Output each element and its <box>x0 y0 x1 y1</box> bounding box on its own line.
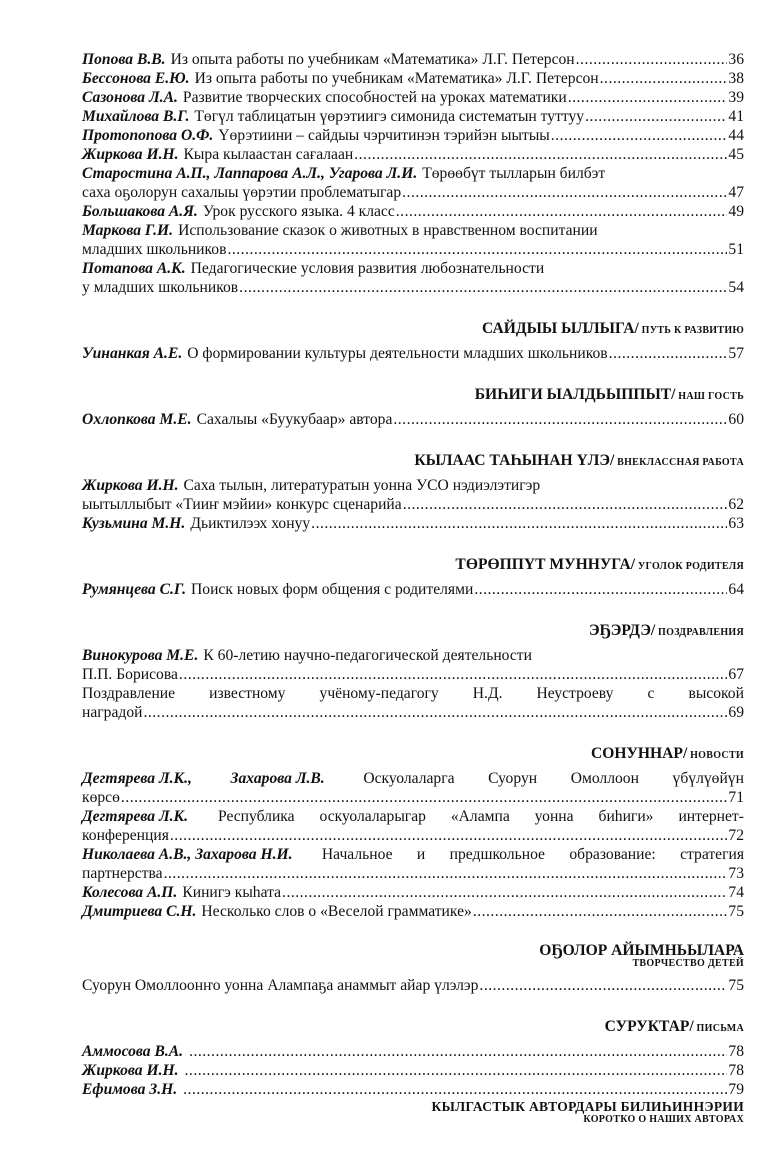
entry-word: высокой <box>688 685 744 702</box>
section-heading-sakha: СОНУННАР/ <box>590 745 688 762</box>
entry-title: Суорун Омоллоонҥо уонна Алампаҕа анаммыт айар үлэлэр <box>82 977 479 994</box>
entry-page: 39 <box>728 89 744 106</box>
toc-entry <box>82 646 744 684</box>
entry-title-cont: младших школьников <box>82 241 227 258</box>
entry-title: Поиск новых форм общения с родителями <box>191 581 474 598</box>
entry-author: Дегтярева Л.К., <box>82 770 192 787</box>
toc-entry <box>82 883 744 902</box>
table-of-contents <box>82 50 744 1126</box>
section-heading <box>82 622 744 642</box>
entry-title: Үөрэтиини – сайдыы чэрчитинэн тэрийэн ыытыы <box>218 127 550 144</box>
entry-page: 67 <box>728 666 744 683</box>
entry-title: О формировании культуры деятельности младших школьников <box>187 345 608 362</box>
entry-page: 73 <box>728 865 744 882</box>
section-heading <box>82 452 744 472</box>
entry-title-cont: конференция <box>82 827 169 844</box>
section-heading-ru: УГОЛОК РОДИТЕЛЯ <box>635 561 744 572</box>
toc-entry <box>82 50 744 69</box>
section-heading <box>82 745 744 765</box>
entry-author: Кузьмина М.Н. <box>82 515 186 532</box>
entry-page: 60 <box>728 411 744 428</box>
entry-author: Большакова А.Я. <box>82 203 198 220</box>
entry-page: 49 <box>728 203 744 220</box>
entry-word: үбүлүөйүн <box>672 770 744 787</box>
toc-entry <box>82 1080 744 1099</box>
toc-entry <box>82 769 744 807</box>
entry-page: 41 <box>728 108 744 125</box>
entry-word: Начальное <box>321 846 393 863</box>
toc-entry <box>82 845 744 883</box>
entry-author: Жиркова И.Н. <box>82 477 179 494</box>
section-heading-sakha: САЙДЫЫ ЫЛЛЫГА/ <box>482 320 639 337</box>
entry-word: учёному-педагогу <box>319 685 439 702</box>
entry-word: и <box>416 846 426 863</box>
section-heading-ru: ПОЗДРАВЛЕНИЯ <box>655 627 744 638</box>
entry-title: Саха тылын, литературатын уонна УСО нэдиэлэтигэр <box>183 477 541 494</box>
entry-page: 75 <box>728 903 744 920</box>
entry-page: 78 <box>728 1043 744 1060</box>
entry-author: Николаева А.В., Захарова Н.И. <box>82 846 293 863</box>
entry-author: Михайлова В.Г. <box>82 108 190 125</box>
toc-entry <box>82 684 744 722</box>
section-heading-ru: ПИСЬМА <box>693 1023 744 1034</box>
toc-entry <box>82 580 744 599</box>
entry-word: Н.Д. <box>472 685 503 702</box>
entry-title: К 60-летию научно-педагогической деятельности <box>203 647 532 664</box>
entry-author: Охлопкова М.Е. <box>82 411 192 428</box>
section-heading-sakha: ЭҔЭРДЭ/ <box>588 622 656 639</box>
toc-entry <box>82 107 744 126</box>
entry-word: образование: <box>569 846 656 863</box>
toc-entry <box>82 476 744 514</box>
section-heading-sakha: ОҔОЛОР АЙЫМНЬЫЛАРА <box>539 942 744 959</box>
entry-word: Суорун <box>488 770 538 787</box>
footer-heading-ru: КОРОТКО О НАШИХ АВТОРАХ <box>583 1114 744 1125</box>
entry-page: 36 <box>728 51 744 68</box>
entry-title-cont: наградой <box>82 704 143 721</box>
entry-word: предшкольное <box>449 846 545 863</box>
section-heading-ru: ТВОРЧЕСТВО ДЕТЕЙ <box>632 958 744 969</box>
toc-entry <box>82 807 744 845</box>
toc-entry <box>82 1042 744 1061</box>
entry-page: 79 <box>728 1081 744 1098</box>
entry-word: известному <box>209 685 286 702</box>
entry-title: Кинигэ кыһата <box>182 884 282 901</box>
toc-entry <box>82 410 744 429</box>
section-heading-ru: НОВОСТИ <box>687 750 744 761</box>
entry-author: Сазонова Л.А. <box>82 89 178 106</box>
entry-title: Использование сказок о животных в нравственном воспитании <box>178 222 598 239</box>
entry-word: Омоллоон <box>570 770 639 787</box>
toc-entry <box>82 514 744 533</box>
entry-title: Кыра кылаастан сағалаан <box>183 146 354 163</box>
entry-author: Жиркова И.Н. <box>82 1062 179 1079</box>
entry-word: «Алампа <box>450 808 510 825</box>
entry-title-cont: П.П. Борисова <box>82 666 178 683</box>
toc-entry <box>82 88 744 107</box>
entry-word: интернет- <box>678 808 744 825</box>
section-heading <box>82 1018 744 1038</box>
entry-author: Протопопова О.Ф. <box>82 127 214 144</box>
entry-word: Оскуолаларга <box>363 770 455 787</box>
entry-author: Дегтярева Л.К. <box>82 808 189 825</box>
toc-entry <box>82 259 744 297</box>
entry-title: Педагогические условия развития любознательности <box>190 260 545 277</box>
entry-page: 47 <box>728 184 744 201</box>
entry-page: 72 <box>728 827 744 844</box>
entry-word: Поздравление <box>82 685 176 702</box>
entry-title: Төгүл таблицатын үөрэтиигэ симонида систематын туттуу <box>194 108 585 125</box>
toc-entry <box>82 145 744 164</box>
section-heading-sakha: БИҺИГИ ЫАЛДЬЫППЫТ/ <box>474 386 676 403</box>
entry-page: 63 <box>728 515 744 532</box>
section-heading <box>82 386 744 406</box>
section-heading-sakha: ТӨРӨППҮТ МУННУГА/ <box>455 556 636 573</box>
entry-author: Румянцева С.Г. <box>82 581 187 598</box>
entry-page: 44 <box>728 127 744 144</box>
entry-title: Урок русского языка. 4 класс <box>202 203 395 220</box>
entry-author: Попова В.В. <box>82 51 166 68</box>
section-heading-sakha: СУРУКТАР/ <box>604 1018 694 1035</box>
entry-page: 45 <box>728 146 744 163</box>
entry-author: Захарова Л.В. <box>230 770 325 787</box>
entry-title-cont: партнерства <box>82 865 163 882</box>
entry-word: Республика <box>217 808 295 825</box>
entry-page: 69 <box>728 704 744 721</box>
entry-author: Ефимова З.Н. <box>82 1081 178 1098</box>
entry-page: 74 <box>728 884 744 901</box>
entry-word: Неустроеву <box>536 685 614 702</box>
entry-page: 78 <box>728 1062 744 1079</box>
entry-author: Старостина А.П., Лаппарова А.Л., Угарова Л.И. <box>82 165 418 182</box>
entry-author: Уинанкая А.Е. <box>82 345 183 362</box>
entry-page: 54 <box>728 279 744 296</box>
footer-heading <box>82 1100 744 1126</box>
entry-title-cont: көрсө <box>82 789 120 806</box>
entry-title: Дьиктилээх хонуу <box>190 515 311 532</box>
toc-entry <box>82 976 744 995</box>
entry-title-cont: у младших школьников <box>82 279 239 296</box>
toc-entry <box>82 1061 744 1080</box>
entry-page: 64 <box>728 581 744 598</box>
section-heading-ru: ПУТЬ К РАЗВИТИЮ <box>638 325 744 336</box>
entry-author: Колесова А.П. <box>82 884 178 901</box>
toc-entry <box>82 221 744 259</box>
entry-page: 38 <box>728 70 744 87</box>
entry-page: 62 <box>728 496 744 513</box>
entry-word: оскуолаларыгар <box>319 808 426 825</box>
entry-title: Сахалыы «Буукубаар» автора <box>196 411 393 428</box>
entry-page: 51 <box>728 241 744 258</box>
entry-title: Несколько слов о «Веселой грамматике» <box>201 903 472 920</box>
entry-title: Из опыта работы по учебникам «Математика» Л.Г. Петерсон <box>170 51 575 68</box>
toc-entry <box>82 164 744 202</box>
entry-author: Жиркова И.Н. <box>82 146 179 163</box>
toc-entry <box>82 202 744 221</box>
section-heading <box>82 944 744 970</box>
entry-page: 57 <box>728 345 744 362</box>
entry-author: Бессонова Е.Ю. <box>82 70 190 87</box>
section-heading-ru: НАШ ГОСТЬ <box>675 391 744 402</box>
section-heading <box>82 556 744 576</box>
section-heading-ru: ВНЕКЛАССНАЯ РАБОТА <box>614 457 744 468</box>
entry-word: с <box>647 685 655 702</box>
section-heading-sakha: КЫЛААС ТАҺЫНАН ҮЛЭ/ <box>414 452 615 469</box>
entry-title-cont: саха оҕолорун сахалыы үөрэтии проблематыгар <box>82 184 402 201</box>
section-heading <box>82 320 744 340</box>
entry-title: Из опыта работы по учебникам «Математика» Л.Г. Петерсон <box>194 70 599 87</box>
entry-word: биһиги» <box>598 808 654 825</box>
toc-entry <box>82 902 744 921</box>
entry-title-cont: ыытыллыбыт «Тииҥ мэйии» конкурс сценарийа <box>82 496 402 513</box>
entry-author: Дмитриева С.Н. <box>82 903 197 920</box>
entry-title: Развитие творческих способностей на уроках математики <box>182 89 567 106</box>
toc-entry <box>82 344 744 363</box>
toc-entry <box>82 126 744 145</box>
entry-word: уонна <box>534 808 574 825</box>
entry-author: Маркова Г.И. <box>82 222 174 239</box>
entry-word: стратегия <box>680 846 744 863</box>
toc-entry <box>82 69 744 88</box>
entry-author: Аммосова В.А. <box>82 1043 184 1060</box>
footer-heading-sakha: КЫЛГАСТЫК АВТОРДАРЫ БИЛИҺИННЭРИИ <box>431 1099 744 1114</box>
entry-page: 71 <box>728 789 744 806</box>
entry-author: Винокурова М.Е. <box>82 647 199 664</box>
entry-title: Төрөөбүт тылларын билбэт <box>422 165 606 182</box>
entry-author: Потапова А.К. <box>82 260 186 277</box>
entry-page: 75 <box>728 977 744 994</box>
